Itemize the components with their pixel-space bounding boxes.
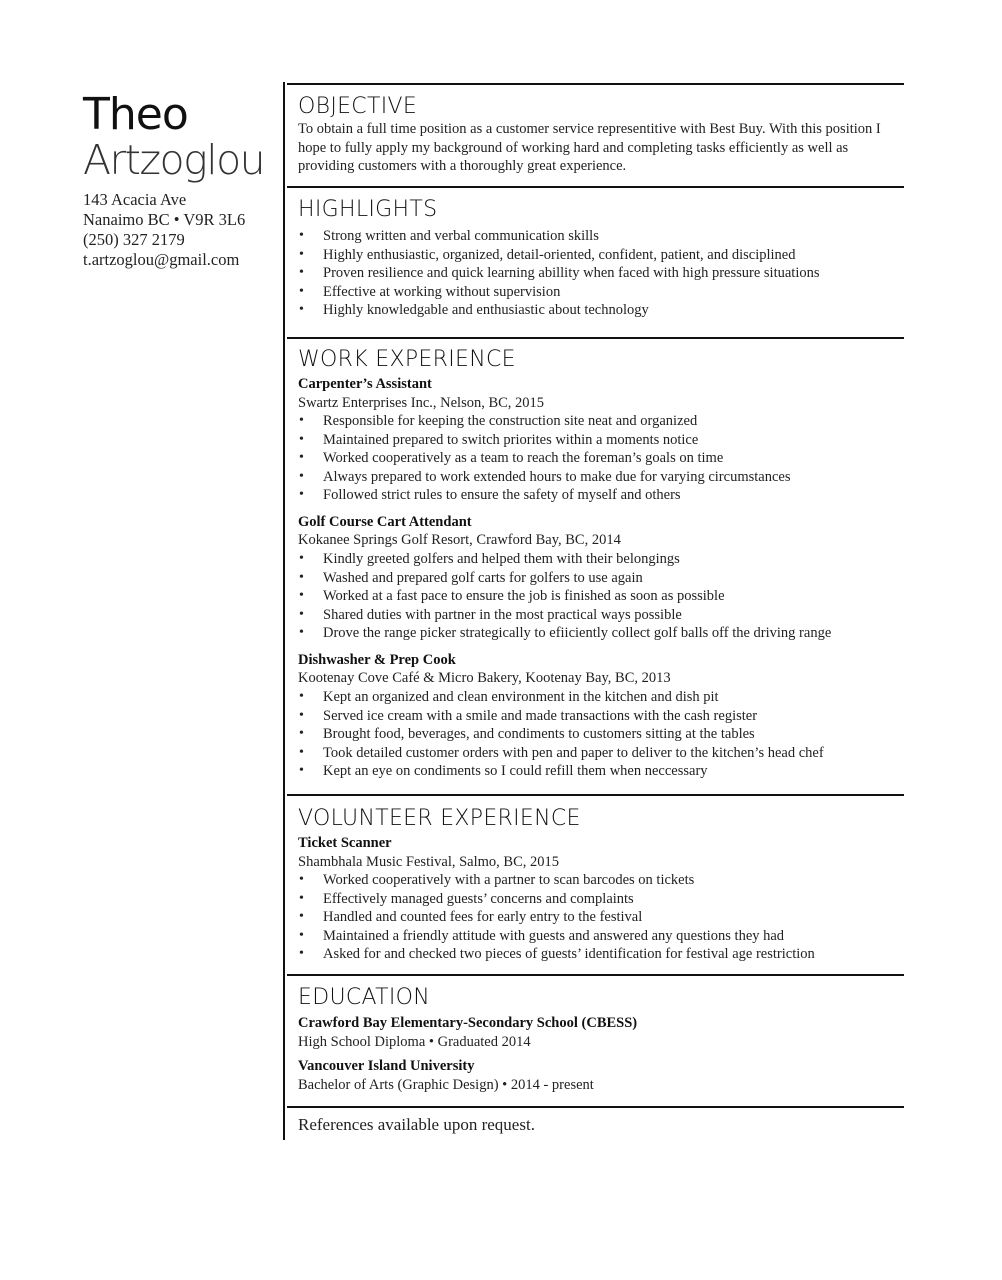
list-item: • Kindly greeted golfers and helped them with their belongings bbox=[298, 550, 898, 569]
section-title: EDUCATION bbox=[298, 985, 431, 1010]
highlights-list bbox=[298, 227, 898, 320]
volunteer-duties bbox=[298, 871, 898, 964]
list-item: • Took detailed customer orders with pen and paper to deliver to the kitchen’s head chef bbox=[298, 744, 898, 763]
work-experience-section bbox=[298, 347, 898, 781]
section-title: HIGHLIGHTS bbox=[298, 197, 438, 222]
list-item: • Effective at working without supervision bbox=[298, 283, 898, 302]
last-name: Artzoglou bbox=[83, 136, 265, 184]
objective-text: To obtain a full time position as a customer service representitive with Best Buy. With this position I hope to fully apply my background of working hard and completing tasks efficiently as well as providing customers with a thoroughly great experience. bbox=[298, 121, 881, 174]
list-item: • Worked cooperatively with a partner to scan barcodes on tickets bbox=[298, 871, 898, 890]
contact-column bbox=[83, 89, 283, 270]
job-entry bbox=[298, 513, 898, 643]
job-title: Dishwasher & Prep Cook bbox=[298, 651, 456, 668]
list-item: • Strong written and verbal communication skills bbox=[298, 227, 898, 246]
list-item: • Responsible for keeping the construction site neat and organized bbox=[298, 412, 898, 431]
volunteer-experience-section bbox=[298, 806, 898, 964]
list-item: • Worked at a fast pace to ensure the job is finished as soon as possible bbox=[298, 587, 898, 606]
list-item: • Followed strict rules to ensure the safety of myself and others bbox=[298, 486, 898, 505]
list-item: • Drove the range picker strategically to efiiciently collect golf balls off the driving range bbox=[298, 624, 898, 643]
divider-work bbox=[287, 337, 904, 339]
school-name: Crawford Bay Elementary-Secondary School (CBESS) bbox=[298, 1015, 638, 1031]
references-note: References available upon request. bbox=[298, 1115, 535, 1134]
list-item: • Asked for and checked two pieces of guests’ identification for festival age restriction bbox=[298, 945, 898, 964]
school-detail: Bachelor of Arts (Graphic Design) • 2014 - present bbox=[298, 1076, 594, 1093]
divider-top bbox=[287, 83, 904, 85]
list-item: • Proven resilience and quick learning abillity when faced with high pressure situations bbox=[298, 264, 898, 283]
job-meta: Swartz Enterprises Inc., Nelson, BC, 2015 bbox=[298, 394, 545, 411]
list-item: • Effectively managed guests’ concerns and complaints bbox=[298, 890, 898, 909]
email-address: t.artzoglou@gmail.com bbox=[83, 250, 240, 269]
divider-highlights bbox=[287, 186, 904, 188]
first-name: Theo bbox=[83, 89, 188, 140]
list-item: • Kept an eye on condiments so I could refill them when neccessary bbox=[298, 762, 898, 781]
section-title: OBJECTIVE bbox=[298, 94, 418, 119]
list-item: • Shared duties with partner in the most practical ways possible bbox=[298, 606, 898, 625]
list-item: • Highly enthusiastic, organized, detail-oriented, confident, patient, and disciplined bbox=[298, 246, 898, 265]
school-entry bbox=[298, 1014, 898, 1051]
school-detail: High School Diploma • Graduated 2014 bbox=[298, 1033, 531, 1050]
job-meta: Shambhala Music Festival, Salmo, BC, 2015 bbox=[298, 853, 559, 870]
job-entry bbox=[298, 651, 898, 781]
list-item: • Maintained prepared to switch priorites within a moments notice bbox=[298, 431, 898, 450]
job-meta: Kokanee Springs Golf Resort, Crawford Bay, BC, 2014 bbox=[298, 532, 621, 549]
job-duties bbox=[298, 412, 898, 505]
job-title: Carpenter’s Assistant bbox=[298, 376, 432, 392]
list-item: • Handled and counted fees for early entry to the festival bbox=[298, 908, 898, 927]
list-item: • Highly knowledgable and enthusiastic about technology bbox=[298, 301, 898, 320]
objective-section bbox=[298, 94, 898, 176]
job-title: Golf Course Cart Attendant bbox=[298, 513, 472, 530]
education-section bbox=[298, 985, 898, 1094]
list-item: • Kept an organized and clean environment in the kitchen and dish pit bbox=[298, 688, 898, 707]
phone-number: (250) 327 2179 bbox=[83, 230, 185, 249]
list-item: • Washed and prepared golf carts for golfers to use again bbox=[298, 569, 898, 588]
list-item: • Always prepared to work extended hours to make due for varying circumstances bbox=[298, 468, 898, 487]
list-item: • Served ice cream with a smile and made transactions with the cash register bbox=[298, 707, 898, 726]
section-title: VOLUNTEER EXPERIENCE bbox=[298, 806, 581, 831]
section-title: WORK EXPERIENCE bbox=[298, 347, 516, 372]
list-item: • Worked cooperatively as a team to reach the foreman’s goals on time bbox=[298, 449, 898, 468]
job-duties bbox=[298, 550, 898, 643]
list-item: • Brought food, beverages, and condiments to customers sitting at the tables bbox=[298, 725, 898, 744]
school-entry bbox=[298, 1057, 898, 1094]
divider-volunteer bbox=[287, 794, 904, 796]
address-line-2: Nanaimo BC • V9R 3L6 bbox=[83, 210, 246, 229]
contact-info bbox=[83, 190, 283, 270]
job-meta: Kootenay Cove Café & Micro Bakery, Kootenay Bay, BC, 2013 bbox=[298, 670, 671, 687]
school-name: Vancouver Island University bbox=[298, 1058, 475, 1074]
highlights-section bbox=[298, 197, 898, 320]
job-duties bbox=[298, 688, 898, 781]
vertical-divider bbox=[283, 82, 285, 1140]
job-entry bbox=[298, 375, 898, 505]
list-item: • Maintained a friendly attitude with guests and answered any questions they had bbox=[298, 927, 898, 946]
divider-education bbox=[287, 974, 904, 976]
address-line-1: 143 Acacia Ave bbox=[83, 190, 187, 209]
divider-footer bbox=[287, 1106, 904, 1108]
job-title: Ticket Scanner bbox=[298, 835, 392, 851]
